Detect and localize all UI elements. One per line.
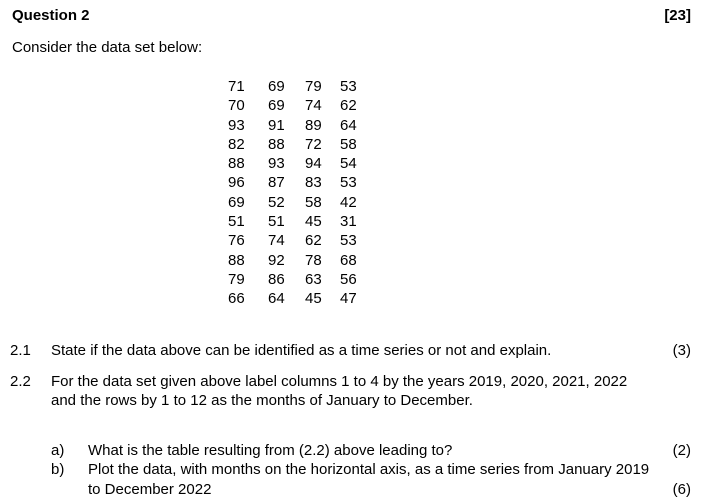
- data-cell: 62: [305, 232, 322, 250]
- data-cell: 31: [340, 213, 357, 231]
- item-marks-2-1: (3): [672, 342, 691, 359]
- data-row: [228, 173, 364, 192]
- data-row: [228, 289, 364, 308]
- data-cell: 66: [228, 290, 245, 308]
- subitem-text-b-line2: to December 2022: [88, 481, 212, 498]
- data-cell: 62: [340, 97, 357, 115]
- subitem-marks-b: (6): [672, 481, 691, 498]
- data-cell: 83: [305, 174, 322, 192]
- item-number-2-2: 2.2: [10, 373, 31, 390]
- data-cell: 68: [340, 251, 357, 269]
- subitem-text-a: What is the table resulting from (2.2) above leading to?: [88, 442, 453, 459]
- data-cell: 88: [228, 251, 245, 269]
- data-cell: 70: [228, 97, 245, 115]
- data-cell: 94: [305, 155, 322, 173]
- total-marks: [23]: [664, 7, 691, 24]
- data-cell: 78: [305, 251, 322, 269]
- data-row: [228, 116, 364, 135]
- data-cell: 51: [228, 213, 245, 231]
- data-cell: 89: [305, 116, 322, 134]
- data-row: [228, 193, 364, 212]
- data-row: [228, 154, 364, 173]
- data-cell: 88: [228, 155, 245, 173]
- item-text-2-1: State if the data above can be identified as a time series or not and explain.: [51, 342, 552, 359]
- item-text-2-2-line1: For the data set given above label columns 1 to 4 by the years 2019, 2020, 2021, 2022: [51, 373, 628, 390]
- data-cell: 45: [305, 213, 322, 231]
- data-row: [228, 135, 364, 154]
- data-cell: 51: [268, 213, 285, 231]
- data-row: [228, 231, 364, 250]
- data-row: [228, 251, 364, 270]
- data-cell: 91: [268, 116, 285, 134]
- data-cell: 82: [228, 135, 245, 153]
- data-cell: 93: [228, 116, 245, 134]
- data-cell: 53: [340, 232, 357, 250]
- data-cell: 53: [340, 174, 357, 192]
- data-cell: 52: [268, 193, 285, 211]
- data-cell: 96: [228, 174, 245, 192]
- data-cell: 92: [268, 251, 285, 269]
- data-cell: 58: [305, 193, 322, 211]
- data-cell: 79: [228, 270, 245, 288]
- data-cell: 74: [268, 232, 285, 250]
- data-cell: 42: [340, 193, 357, 211]
- data-cell: 74: [305, 97, 322, 115]
- data-cell: 86: [268, 270, 285, 288]
- intro-text: Consider the data set below:: [12, 39, 203, 56]
- data-cell: 71: [228, 78, 245, 95]
- subitem-letter-b: b): [51, 461, 65, 478]
- data-cell: 54: [340, 155, 357, 173]
- item-text-2-2-line2: and the rows by 1 to 12 as the months of January to December.: [51, 392, 473, 409]
- data-row: [228, 212, 364, 231]
- data-cell: 64: [340, 116, 357, 134]
- subitem-marks-a: (2): [672, 442, 691, 459]
- data-row: [228, 270, 364, 289]
- question-title: Question 2: [12, 7, 90, 24]
- data-cell: 72: [305, 135, 322, 153]
- subitem-text-b-line1: Plot the data, with months on the horizontal axis, as a time series from January 2019: [88, 461, 650, 478]
- subitem-letter-a: a): [51, 442, 65, 459]
- data-row: [228, 96, 364, 115]
- data-cell: 79: [305, 78, 322, 95]
- data-cell: 69: [268, 97, 285, 115]
- data-cell: 47: [340, 290, 357, 308]
- data-table: [228, 77, 364, 309]
- data-cell: 88: [268, 135, 285, 153]
- data-cell: 56: [340, 270, 357, 288]
- data-cell: 76: [228, 232, 245, 250]
- data-cell: 58: [340, 135, 357, 153]
- data-cell: 87: [268, 174, 285, 192]
- item-number-2-1: 2.1: [10, 342, 31, 359]
- data-cell: 64: [268, 290, 285, 308]
- data-cell: 63: [305, 270, 322, 288]
- data-cell: 69: [228, 193, 245, 211]
- data-row: [228, 77, 364, 96]
- data-cell: 69: [268, 78, 285, 95]
- data-cell: 53: [340, 78, 357, 95]
- data-cell: 93: [268, 155, 285, 173]
- data-cell: 45: [305, 290, 322, 308]
